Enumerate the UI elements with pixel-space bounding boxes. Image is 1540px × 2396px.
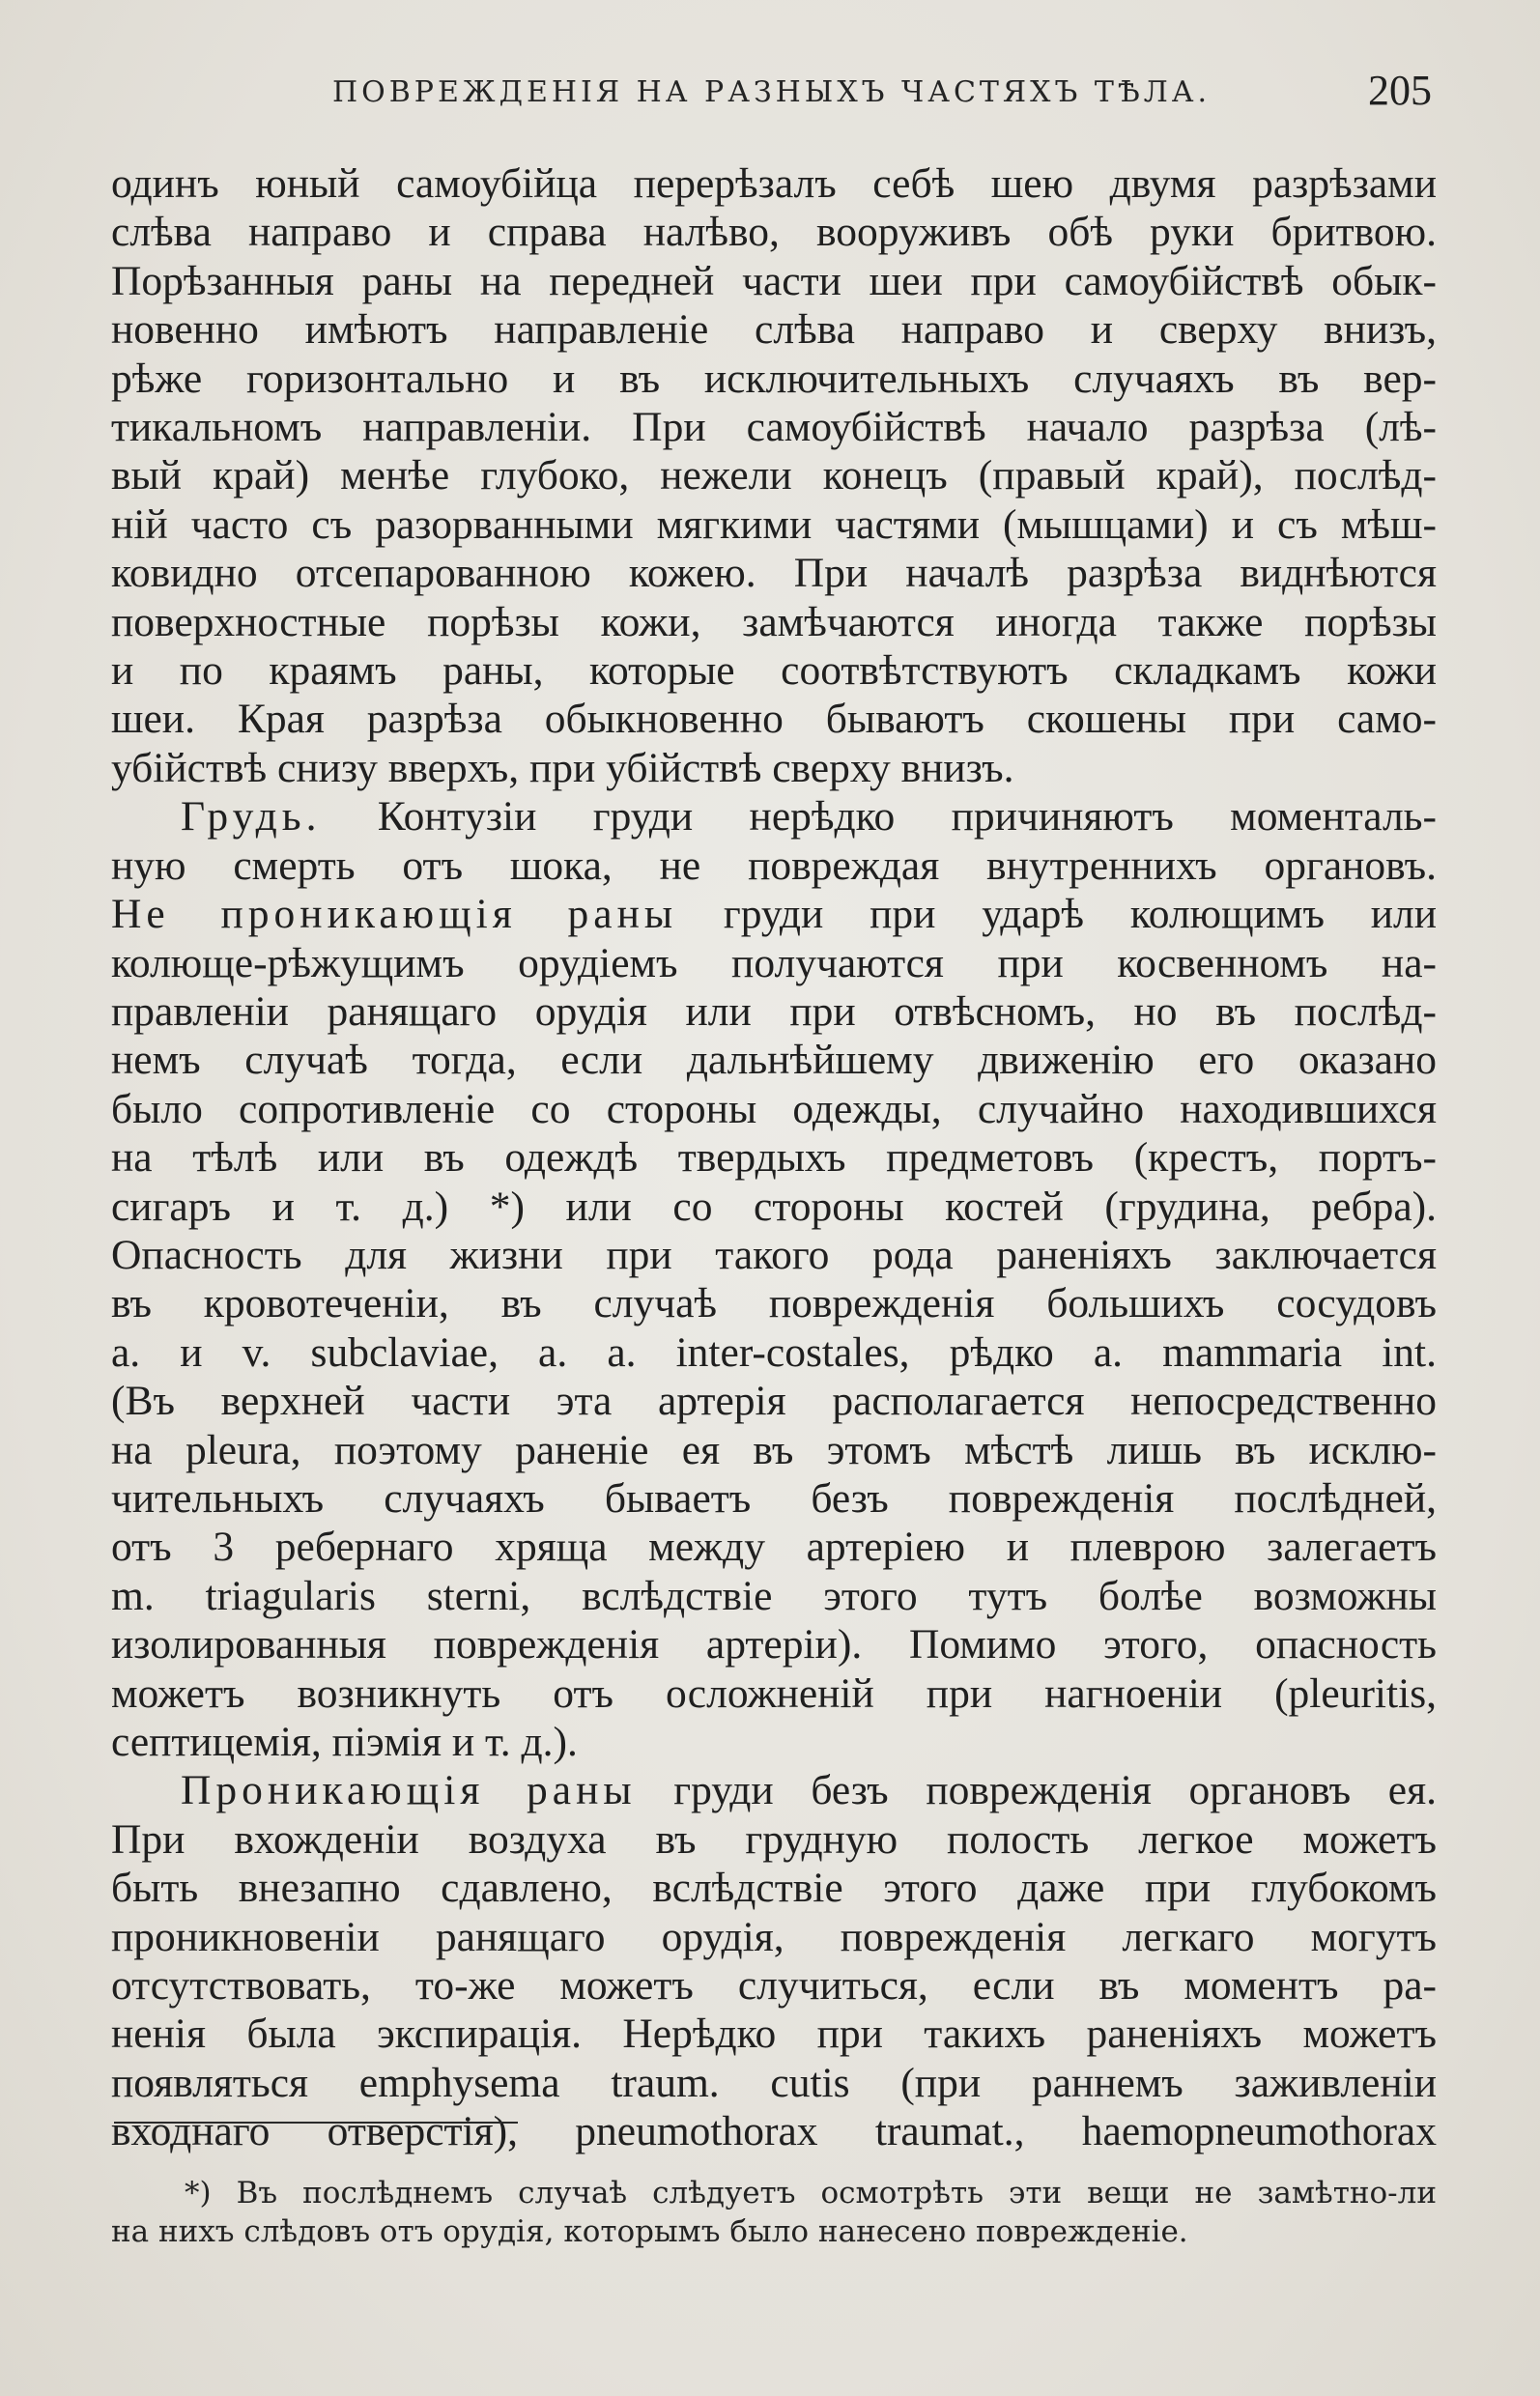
text-line: Опасность для жизни при такого рода раненіяхъ заключается [111, 1231, 1437, 1278]
text-line [111, 890, 1437, 938]
page-header [111, 66, 1432, 124]
subsection-heading: Проникающія раны [181, 1767, 637, 1814]
text-line: колюще-рѣжущимъ орудіемъ получаются при косвенномъ на- [111, 939, 1437, 986]
section-heading: Грудь. [181, 793, 322, 841]
text-line: рѣже горизонтально и въ исключительныхъ случаяхъ въ вер- [111, 355, 1437, 402]
text-run: груди безъ поврежденія органовъ ея. [636, 1767, 1437, 1814]
running-head: ПОВРЕЖДЕНІЯ НА РАЗНЫХЪ ЧАСТЯХЪ ТѢЛА. [331, 75, 1212, 109]
text-line: m. triagularis sterni, вслѣдствіе этого тутъ болѣе возможны [111, 1572, 1437, 1619]
text-line: входнаго отверстія), pneumothorax traumat., haemopneumothorax [111, 2108, 1437, 2155]
body-text [111, 159, 1437, 2156]
text-line: одинъ юный самоубійца перерѣзалъ себѣ шею двумя разрѣзами [111, 160, 1437, 207]
text-line: можетъ возникнуть отъ осложненій при нагноеніи (pleuritis, [111, 1669, 1437, 1717]
text-line: Порѣзанныя раны на передней части шеи при самоубійствѣ обык- [111, 257, 1437, 304]
text-line: поверхностные порѣзы кожи, замѣчаются иногда также порѣзы [111, 598, 1437, 645]
text-line: септицемія, піэмія и т. д.). [111, 1719, 578, 1765]
text-line: a. и v. subclaviae, a. a. inter-costales, рѣдко a. mammaria int. [111, 1328, 1437, 1376]
text-line: шеи. Края разрѣза обыкновенно бываютъ скошены при само- [111, 696, 1437, 743]
text-line: ненія была экспирація. Нерѣдко при такихъ раненіяхъ можетъ [111, 2011, 1437, 2058]
footnote-line: *) Въ послѣднемъ случаѣ слѣдуетъ осмотрѣть эти вещи не замѣтно-ли [185, 2176, 1437, 2211]
text-line: тикальномъ направленіи. При самоубійствѣ начало разрѣза (лѣ- [111, 404, 1437, 451]
text-line: въ кровотеченіи, въ случаѣ поврежденія большихъ сосудовъ [111, 1280, 1437, 1327]
text-line: немъ случаѣ тогда, если дальнѣйшему движенію его оказано [111, 1037, 1437, 1084]
text-line: новенно имѣютъ направленіе слѣва направо и сверху внизъ, [111, 306, 1437, 354]
text-run: Контузіи груди нерѣдко причиняютъ моменталь- [321, 793, 1437, 841]
text-line: и по краямъ раны, которые соотвѣтствуютъ складкамъ кожи [111, 647, 1437, 695]
text-line: ную смерть отъ шока, не повреждая внутреннихъ органовъ. [111, 841, 1437, 889]
page-number: 205 [1368, 67, 1432, 114]
text-line: ній часто съ разорванными мягкими частями (мышцами) и съ мѣш- [111, 500, 1437, 548]
text-line: ковидно отсепарованною кожею. При началѣ разрѣза виднѣются [111, 550, 1437, 597]
text-line: правленіи ранящаго орудія или при отвѣсномъ, но въ послѣд- [111, 987, 1437, 1035]
text-run: груди при ударѣ колющимъ или [677, 891, 1438, 938]
subsection-heading: Не проникающія раны [111, 891, 678, 938]
footnote-line: на нихъ слѣдовъ отъ орудія, которымъ было нанесено поврежденіе. [111, 2214, 1188, 2249]
text-line: убійствѣ снизу вверхъ, при убійствѣ сверху внизъ. [111, 744, 1014, 791]
text-line: было сопротивленіе со стороны одежды, случайно находившихся [111, 1085, 1437, 1132]
text-line: отсутствовать, то-же можетъ случиться, если въ моментъ ра- [111, 1962, 1437, 2010]
text-line: на pleura, поэтому раненіе ея въ этомъ мѣстѣ лишь въ исклю- [111, 1426, 1437, 1473]
text-line: изолированныя поврежденія артеріи). Помимо этого, опасность [111, 1621, 1437, 1669]
text-line: вый край) менѣе глубоко, нежели конецъ (правый край), послѣд- [111, 452, 1437, 499]
text-line: отъ 3 ребернаго хряща между артеріею и плеврою залегаетъ [111, 1524, 1437, 1571]
text-line: сигаръ и т. д.) *) или со стороны костей (грудина, ребра). [111, 1183, 1437, 1230]
text-line: слѣва направо и справа налѣво, вооруживъ обѣ руки бритвою. [111, 209, 1437, 256]
text-line [111, 792, 1437, 841]
text-line [111, 1766, 1437, 1814]
footnote [111, 2174, 1437, 2251]
text-line: При вхожденіи воздуха въ грудную полость легкое можетъ [111, 1815, 1437, 1863]
text-line: появляться emphysema traum. cutis (при раннемъ заживленіи [111, 2059, 1437, 2106]
text-line: на тѣлѣ или въ одеждѣ твердыхъ предметовъ (крестъ, портъ- [111, 1134, 1437, 1182]
text-line: быть внезапно сдавлено, вслѣдствіе этого даже при глубокомъ [111, 1865, 1437, 1912]
text-line: проникновеніи ранящаго орудія, поврежденія легкаго могутъ [111, 1913, 1437, 1960]
text-line: (Въ верхней части эта артерія располагается непосредственно [111, 1378, 1437, 1425]
footnote-separator [114, 2122, 518, 2124]
text-line: чительныхъ случаяхъ бываетъ безъ поврежденія послѣдней, [111, 1474, 1437, 1522]
